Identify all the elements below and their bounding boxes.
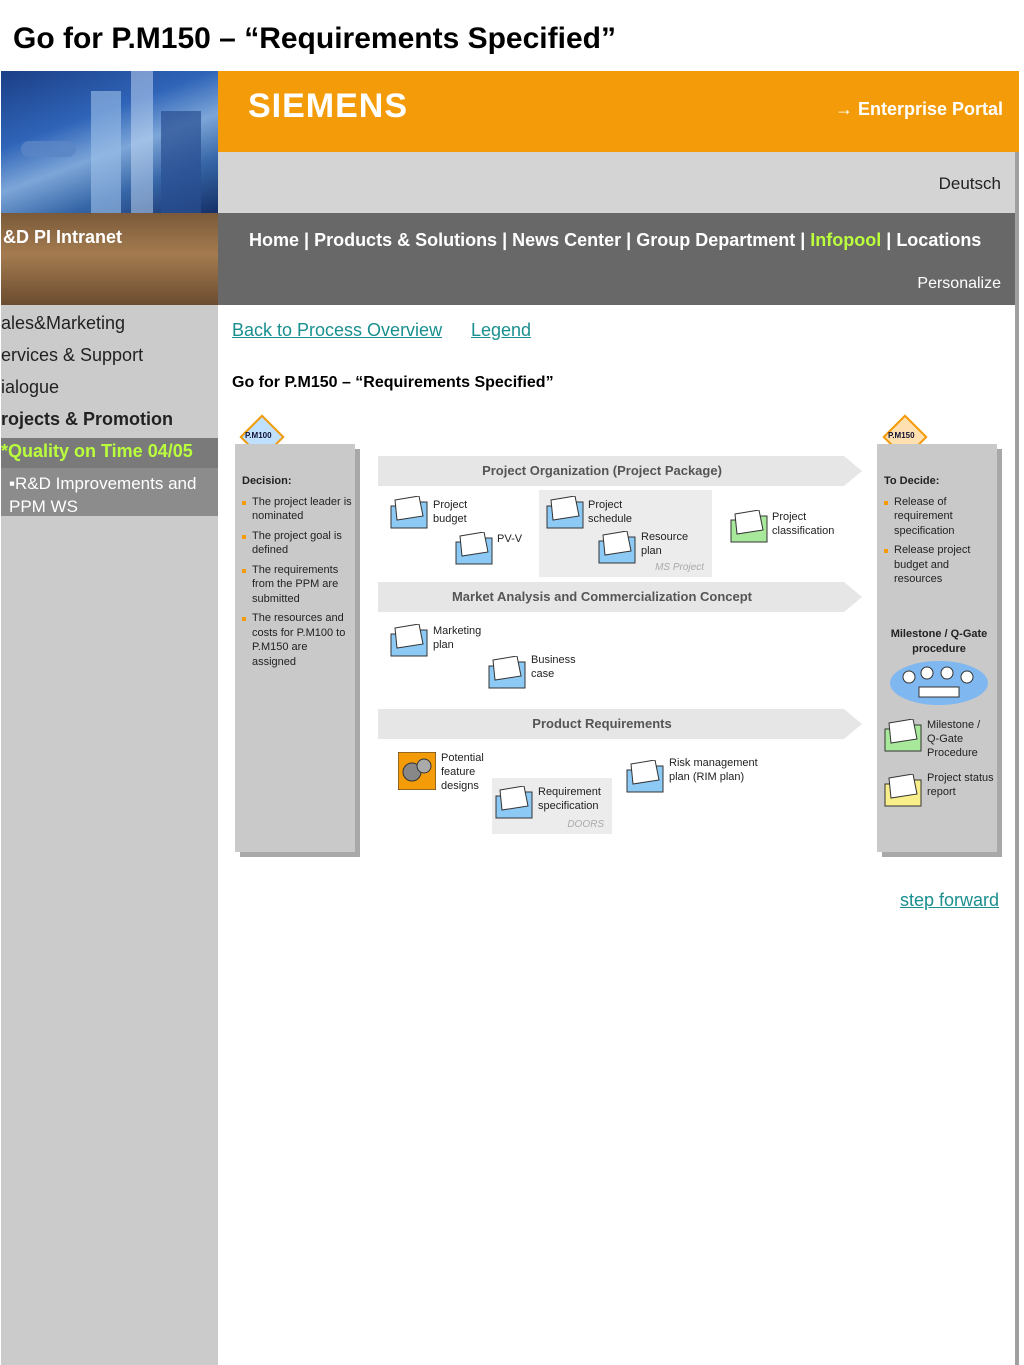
nav-news-center[interactable]: News Center: [512, 230, 622, 250]
decision-panel: [235, 444, 355, 852]
folder-green-icon: [883, 719, 923, 753]
intranet-label: &D PI Intranet: [3, 227, 123, 247]
tool-label: DOORS: [567, 819, 604, 830]
content-title: Go for P.M150 – “Requirements Specified”: [232, 374, 554, 391]
deliverable-milestone-procedure: Milestone / Q-Gate Procedure: [927, 719, 981, 759]
item-business-case: Business case: [531, 654, 576, 680]
nav-locations[interactable]: Locations: [896, 230, 982, 250]
nav-products-solutions[interactable]: Products & Solutions: [314, 230, 498, 250]
to-decide-panel: [877, 444, 997, 852]
item-project-classification: Project classification: [772, 511, 835, 537]
main-nav: Home | Products & Solutions | News Center | Group Department | Infopool | Locations: [249, 230, 982, 250]
folder-blue-icon: [389, 624, 429, 658]
meeting-people-icon: [889, 659, 989, 707]
section-title: Market Analysis and Commercialization Concept: [451, 589, 753, 604]
sidebar-item-dialogue[interactable]: ialogue: [1, 377, 60, 397]
main-nav-bar: [218, 213, 1015, 305]
decision-heading: Decision:: [242, 475, 292, 487]
back-to-process-overview-link[interactable]: Back to Process Overview: [232, 320, 443, 340]
folder-blue-icon: [545, 496, 585, 530]
milestone-start-label: P.M100: [245, 431, 272, 440]
header-photo: [1, 71, 218, 213]
folder-blue-icon: [625, 760, 665, 794]
nav-infopool[interactable]: Infopool: [810, 230, 882, 250]
item-potential-feature-designs: Potential feature designs: [441, 752, 484, 792]
legend-link[interactable]: Legend: [471, 320, 532, 340]
folder-yellow-icon: [883, 774, 923, 808]
item-project-schedule: Project schedule: [588, 499, 633, 525]
to-decide-bullet: Release project budget and resources: [884, 543, 994, 587]
item-resource-plan: Resource plan: [641, 531, 689, 557]
deliverable-project-status-report: Project status report: [927, 772, 994, 798]
folder-blue-icon: [597, 531, 637, 565]
sidebar-active-label: *Quality on Time 04/05: [1, 441, 193, 461]
section-title: Project Organization (Project Package): [482, 463, 722, 478]
decision-bullet: The project goal is defined: [242, 529, 352, 558]
section-product-requirements: [378, 709, 844, 739]
decision-bullet: The requirements from the PPM are submitted: [242, 563, 352, 607]
folder-blue-icon: [494, 786, 534, 820]
decision-bullet: The project leader is nominated: [242, 495, 352, 524]
tool-label: MS Project: [655, 562, 704, 573]
enterprise-portal-link[interactable]: → Enterprise Portal: [834, 99, 1003, 119]
step-forward-link[interactable]: step forward: [900, 890, 1000, 910]
item-risk-management-plan: Risk management plan (RIM plan): [669, 757, 758, 783]
industrial-photo-icon: [1, 71, 218, 213]
intranet-banner: [1, 213, 218, 305]
nav-home[interactable]: Home: [249, 230, 300, 250]
sidebar: [1, 305, 218, 1365]
folder-blue-icon: [454, 532, 494, 566]
folder-green-icon: [729, 510, 769, 544]
decision-bullet: The resources and costs for P.M100 to P.M150 are assigned: [242, 611, 352, 669]
sidebar-item-projects-promotion[interactable]: rojects & Promotion: [1, 409, 174, 429]
personalize-link[interactable]: Personalize: [917, 275, 1001, 292]
item-pv-v: PV-V: [497, 533, 523, 545]
to-decide-heading: To Decide:: [884, 475, 940, 487]
siemens-logo: SIEMENS: [248, 87, 409, 125]
gears-icon: [398, 752, 436, 790]
sidebar-item-sales-marketing[interactable]: ales&Marketing: [1, 313, 126, 333]
brand-bar: [218, 71, 1019, 152]
sidebar-item-services-support[interactable]: ervices & Support: [1, 345, 144, 365]
slide-title: Go for P.M150 – “Requirements Specified”: [13, 22, 616, 55]
item-project-budget: Project budget: [433, 499, 468, 525]
nav-group-department[interactable]: Group Department: [636, 230, 796, 250]
item-requirement-specification: Requirement specification: [538, 786, 601, 812]
sidebar-item-quality-on-time[interactable]: [1, 438, 218, 468]
language-bar: [218, 152, 1015, 213]
folder-blue-icon: [389, 496, 429, 530]
folder-blue-icon: [487, 656, 527, 690]
sidebar-subitem-rd-improvements[interactable]: [1, 468, 218, 516]
section-project-organization: [378, 456, 844, 486]
section-title: Product Requirements: [532, 716, 672, 731]
item-marketing-plan: Marketing plan: [433, 625, 482, 651]
milestone-procedure-title: Milestone / Q-Gate procedure: [890, 628, 988, 655]
right-border: [1015, 152, 1019, 1365]
sidebar-subitem-label: ▪R&D Improvements and PPM WS: [9, 474, 197, 516]
language-link[interactable]: Deutsch: [938, 174, 1001, 193]
section-market-analysis: [378, 582, 844, 612]
milestone-end-label: P.M150: [888, 431, 915, 440]
to-decide-bullet: Release of requirement specification: [884, 495, 994, 539]
